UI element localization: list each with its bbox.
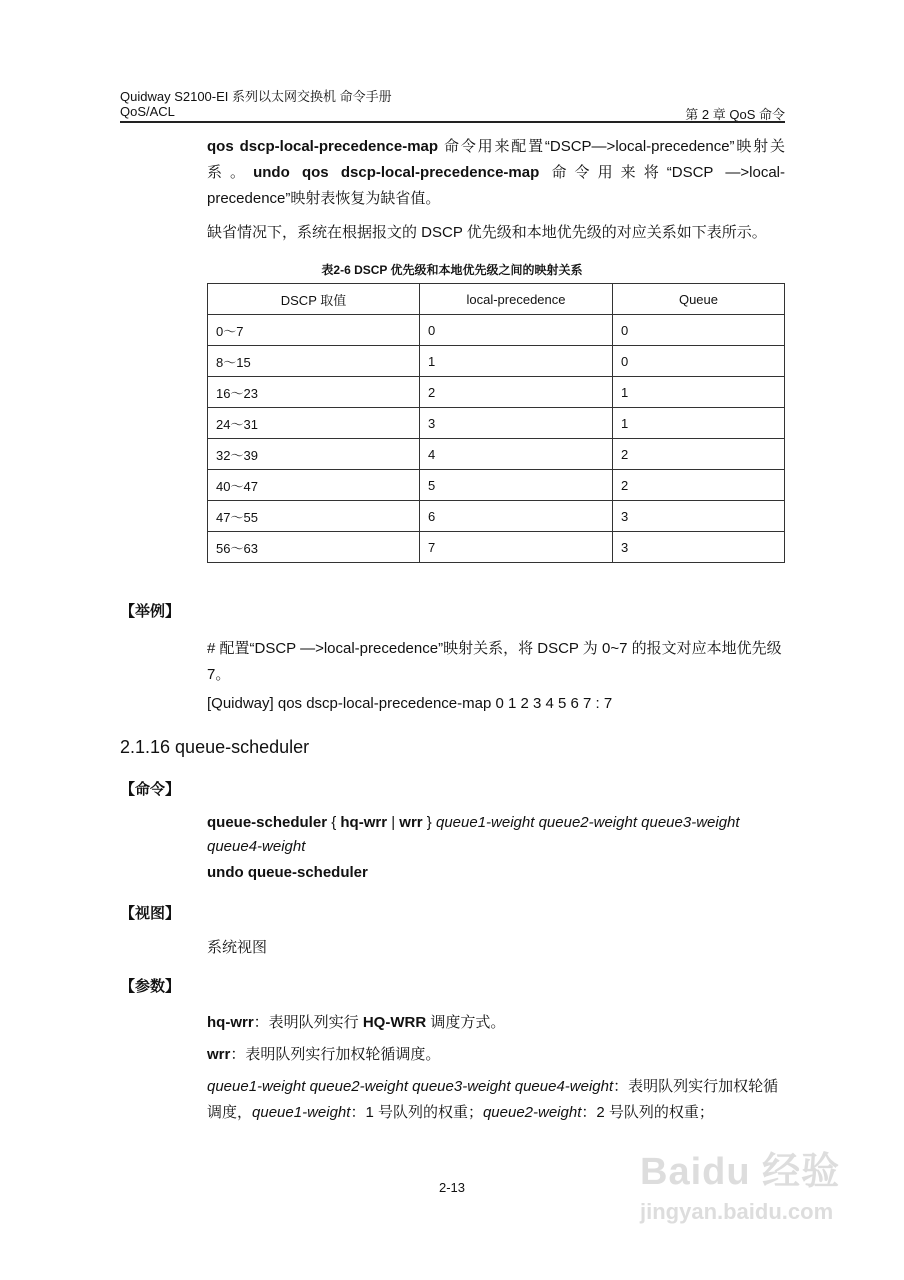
column-header: DSCP 取值: [208, 284, 420, 315]
table-cell: 56～63: [208, 532, 420, 563]
table-row: [208, 470, 785, 501]
table-cell: 4: [420, 439, 613, 470]
example-label: 【举例】: [120, 603, 181, 620]
baidu-watermark: [640, 1140, 840, 1225]
column-header: Queue: [613, 284, 785, 315]
page-number: 2-13: [438, 1180, 466, 1195]
example-command: [Quidway] qos dscp-local-precedence-map 0 1 2 3 4 5 6 7 : 7: [207, 695, 613, 712]
table-cell: 16～23: [208, 377, 420, 408]
option-hq-wrr: hq-wrr: [340, 814, 388, 831]
table-cell: 0～7: [208, 315, 420, 346]
table-cell: 2: [420, 377, 613, 408]
text-run: HQ-WRR: [362, 1014, 427, 1031]
table-cell: 32～39: [208, 439, 420, 470]
column-header: local-precedence: [420, 284, 613, 315]
table-row: [208, 532, 785, 563]
table-cell: 1: [420, 346, 613, 377]
command-keyword: queue-scheduler: [207, 814, 328, 831]
table-row: [208, 377, 785, 408]
table-cell: 40～47: [208, 470, 420, 501]
text-run: queue1-weight queue2-weight queue3-weight queue4-weight: [207, 1078, 614, 1095]
table-cell: 47～55: [208, 501, 420, 532]
table-cell: 0: [420, 315, 613, 346]
table-cell: 2: [613, 439, 785, 470]
text-run: 命令用来配置“DSCP—>local-precedence”映射关系。: [207, 138, 785, 181]
text-run: queue1-weight: [252, 1104, 351, 1121]
table-cell: 6: [420, 501, 613, 532]
example-text: # 配置“DSCP —>local-precedence”映射关系，将 DSCP 为 0~7 的报文对应本地优先级 7。: [207, 640, 782, 683]
undo-command: undo queue-scheduler: [207, 864, 368, 881]
table-cell: 3: [420, 408, 613, 439]
table-cell: 2: [613, 470, 785, 501]
text-run: ：表明队列实行加权轮循调度。: [230, 1046, 441, 1063]
table-cell: 1: [613, 377, 785, 408]
text-run: hq-wrr: [207, 1014, 254, 1031]
param-wrr: [207, 1043, 785, 1064]
command-syntax: [207, 811, 785, 859]
intro-default-text: 缺省情况下，系统在根据报文的 DSCP 优先级和本地优先级的对应关系如下表所示。: [207, 224, 767, 241]
header-chapter: 第 2 章 QoS 命令: [685, 107, 785, 122]
syntax-pipe: |: [387, 814, 400, 831]
section-title: 2.1.16 queue-scheduler: [120, 737, 310, 757]
header-section: QoS/ACL: [120, 104, 175, 119]
param-weights: [207, 1074, 785, 1126]
table-cell: 7: [420, 532, 613, 563]
text-run: wrr: [207, 1046, 231, 1063]
text-run: ：2 号队列的权重；: [581, 1104, 714, 1121]
text-run: 调度方式。: [426, 1014, 506, 1031]
table-cell: 3: [613, 532, 785, 563]
table-row: [208, 408, 785, 439]
text-run: queue2-weight: [482, 1104, 582, 1121]
text-run: ：1 号队列的权重；: [350, 1104, 483, 1121]
table-row: [208, 439, 785, 470]
table-row: [208, 346, 785, 377]
text-run: ：表明队列实行: [253, 1014, 363, 1031]
text-run: undo qos dscp-local-precedence-map: [253, 164, 540, 181]
option-wrr: wrr: [399, 814, 423, 831]
table-row: [208, 315, 785, 346]
syntax-brace: {: [327, 814, 341, 831]
table-cell: 24～31: [208, 408, 420, 439]
syntax-brace: }: [422, 814, 436, 831]
table-caption: 表2-6 DSCP 优先级和本地优先级之间的映射关系: [321, 263, 583, 277]
header-title: Quidway S2100-EI 系列以太网交换机 命令手册: [120, 89, 392, 104]
table-cell: 8～15: [208, 346, 420, 377]
table-row: [208, 501, 785, 532]
mapping-table: [207, 283, 785, 563]
table-cell: 5: [420, 470, 613, 501]
view-text: 系统视图: [207, 939, 268, 956]
watermark-url: jingyan.baidu.com: [640, 1199, 834, 1224]
view-label: 【视图】: [120, 905, 181, 922]
command-params: queue1-weight queue2-weight queue3-weight queue4-weight: [207, 814, 740, 855]
param-hq-wrr: [207, 1011, 785, 1032]
text-run: 命令用来将“DSCP —>local-precedence”映射表恢复为缺省值。: [207, 164, 785, 207]
header-rule: [120, 121, 785, 123]
params-label: 【参数】: [120, 978, 181, 995]
command-label: 【命令】: [120, 781, 181, 798]
text-run: qos dscp-local-precedence-map: [207, 138, 439, 155]
text-run: ：表明队列实行加权轮循调度，: [207, 1078, 779, 1121]
table-cell: 0: [613, 315, 785, 346]
table-cell: 0: [613, 346, 785, 377]
intro-paragraph: [207, 134, 785, 212]
watermark-logo: Baidu 经验: [640, 1151, 841, 1193]
table-cell: 1: [613, 408, 785, 439]
table-cell: 3: [613, 501, 785, 532]
